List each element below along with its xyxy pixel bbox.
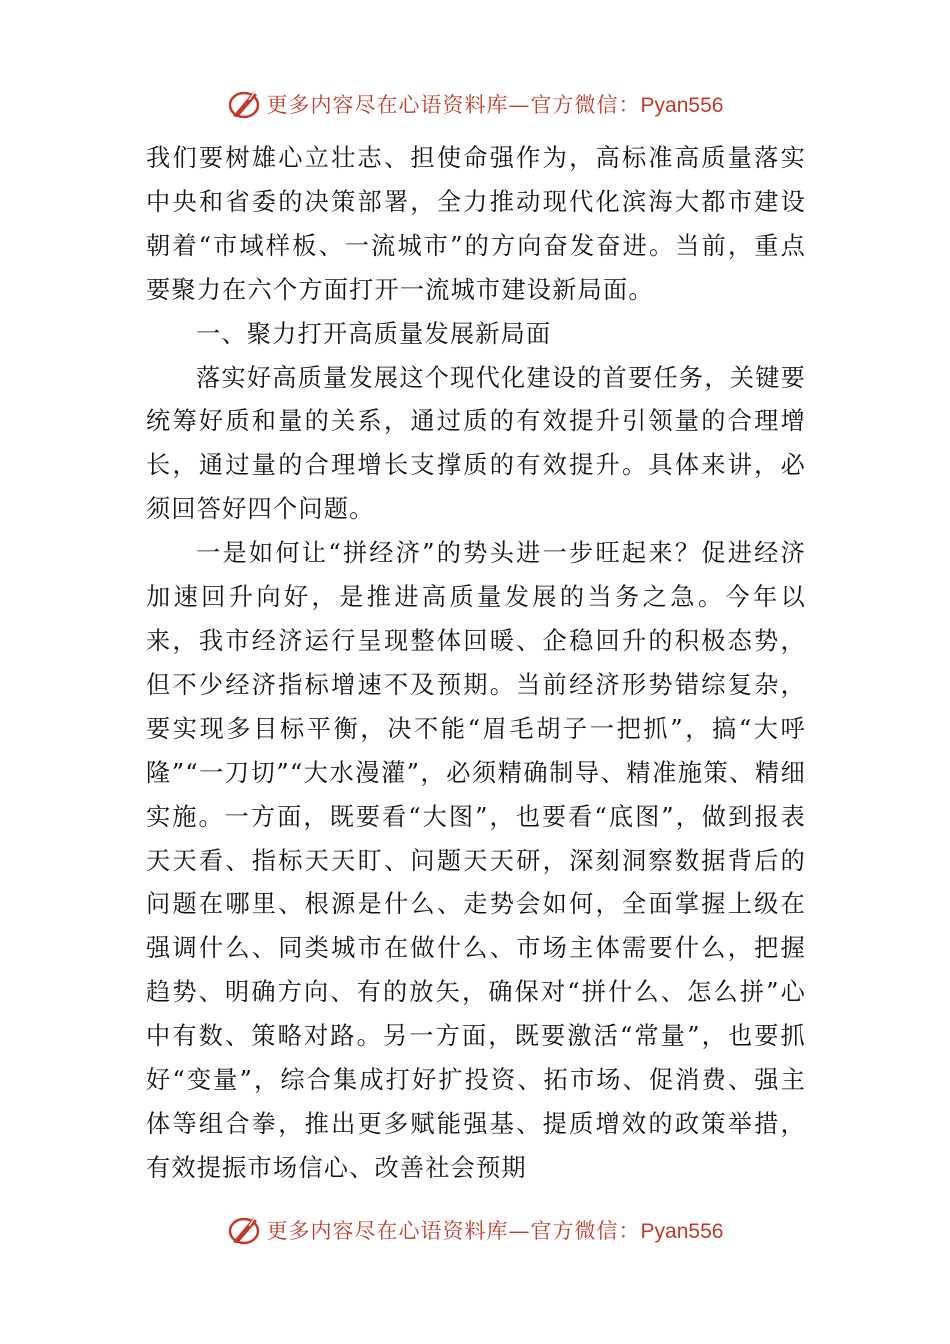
paragraph: 我们要树雄心立壮志、担使命强作为，高标准高质量落实中央和省委的决策部署，全力推动现代化滨海大都市建设朝着“市域样板、一流城市”的方向奋发奋进。当前，重点要聚力在六个方面打开一流城市建设新局面。 xyxy=(146,144,806,304)
watermark-text: 更多内容尽在心语资料库—官方微信：Pyan556 xyxy=(266,93,724,117)
paragraph: 落实好高质量发展这个现代化建设的首要任务，关键要统筹好质和量的关系，通过质的有效提升引领量的合理增长，通过量的合理增长支撑质的有效提升。具体来讲，必须回答好四个问题。 xyxy=(146,363,806,524)
quill-logo-icon xyxy=(227,86,263,122)
quill-logo-icon xyxy=(227,1212,263,1248)
document-body xyxy=(146,137,806,1191)
footer-watermark-banner xyxy=(0,1210,950,1250)
paragraph: 一是如何让“拼经济”的势头进一步旺起来？促进经济加速回升向好，是推进高质量发展的当务之急。今年以来，我市经济运行呈现整体回暖、企稳回升的积极态势，但不少经济指标增速不及预期。当前经济形势错综复杂，要实现多目标平衡，决不能“眉毛胡子一把抓”，搞“大呼隆”“一刀切”“大水漫灌”，必须精确制导、精准施策、精细实施。一方面，既要看“大图”，也要看“底图”，做到报表天天看、指标天天盯、问题天天研，深刻洞察数据背后的问题在哪里、根源是什么、走势会如何，全面掌握上级在强调什么、同类城市在做什么、市场主体需要什么，把握趋势、明确方向、有的放矢，确保对“拼什么、怎么拼”心中有数、策略对路。另一方面，既要激活“常量”，也要抓好“变量”，综合集成打好扩投资、拓市场、促消费、强主体等组合拳，推出更多赋能强基、提质增效的政策举措，有效提振市场信心、改善社会预期 xyxy=(146,539,806,1182)
section-heading: 一、聚力打开高质量发展新局面 xyxy=(196,319,552,348)
header-watermark-banner xyxy=(0,84,950,124)
watermark-text: 更多内容尽在心语资料库—官方微信：Pyan556 xyxy=(266,1219,724,1243)
